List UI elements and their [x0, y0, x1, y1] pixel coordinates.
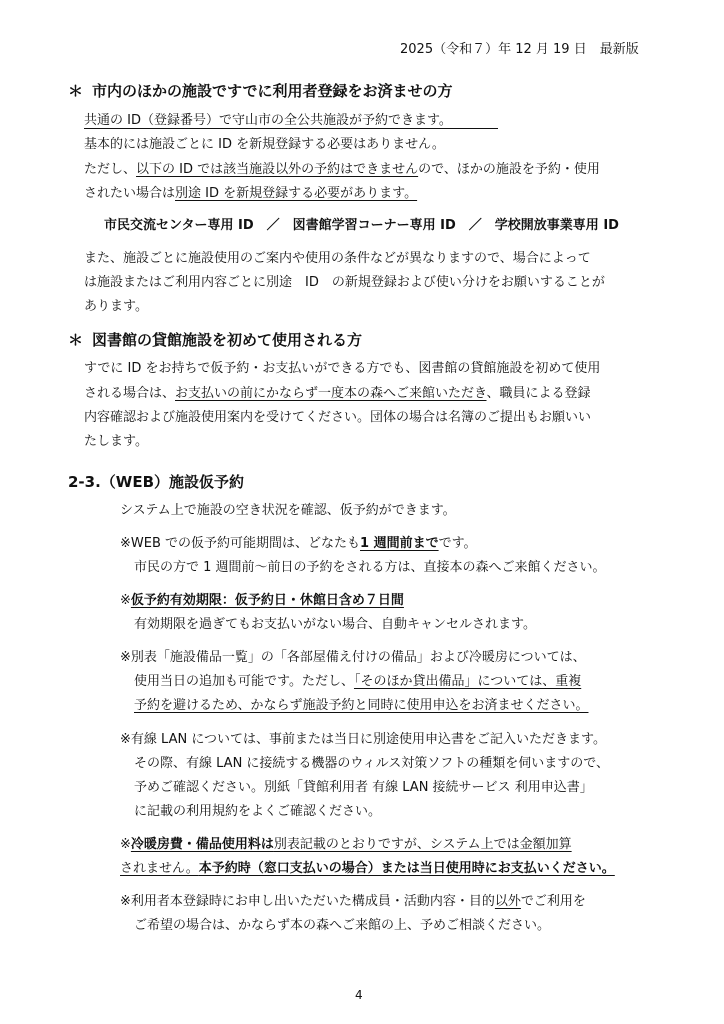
underlined-text: 以下の ID では該当施設以外の予約はできません: [136, 162, 419, 177]
note-line: 使用当日の追加も可能です。ただし、「そのほか貸出備品」については、重複: [134, 674, 582, 689]
revision-date: 2025（令和７）年 12 月 19 日 最新版: [400, 42, 639, 57]
note-line: ※利用者本登録時にお申し出いただいた構成員・活動内容・目的以外でご利用を: [120, 894, 586, 909]
section-heading-existing-users: [68, 80, 452, 101]
page-number: 4: [355, 988, 363, 1002]
paragraph-line: 共通の ID（登録番号）で守山市の全公共施設が予約できます。: [84, 113, 452, 128]
paragraph-line: されたい場合は別途 ID を新規登録する必要があります。: [84, 186, 418, 201]
note-line: 有効期限を過ぎてもお支払いがない場合、自動キャンセルされます。: [134, 617, 536, 632]
note-line: ※冷暖房費・備品使用料は別表記載のとおりですが、システム上では金額加算: [120, 837, 572, 852]
asterisk-icon: ＊: [68, 82, 84, 100]
emphasis-text: 本予約時（窓口支払いの場合）または当日使用時にお支払いください。: [198, 861, 615, 876]
paragraph-line: 基本的には施設ごとに ID を新規登録する必要はありません。: [84, 137, 445, 152]
section-heading-text: 図書館の貸館施設を初めて使用される方: [92, 331, 363, 349]
paragraph-line: される場合は、お支払いの前にかならず一度本の森へご来館いただき、職員による登録: [84, 386, 591, 401]
note-line: その際、有線 LAN に接続する機器のウィルス対策ソフトの種類を伺いますので、: [134, 756, 609, 771]
note-line: ※仮予約有効期限：仮予約日・休館日含め７日間: [120, 593, 404, 608]
underline-rule: [84, 128, 498, 129]
section-heading-web-reservation: 2-3.（WEB）施設仮予約: [68, 473, 245, 491]
paragraph-line: システム上で施設の空き状況を確認、仮予約ができます。: [120, 503, 456, 518]
emphasis-text: 仮予約有効期限：仮予約日・休館日含め７日間: [130, 593, 404, 608]
dedicated-id-list: 市民交流センター専用 ID ／ 図書館学習コーナー専用 ID ／ 学校開放事業専用 ID: [104, 218, 619, 233]
note-line: 予約を避けるため、かならず施設予約と同時に使用申込をお済ませください。: [134, 698, 589, 713]
section-heading-library-first-use: [68, 329, 362, 350]
paragraph-line: は施設またはご利用内容ごとに別途 ID の新規登録および使い分けをお願いすることが: [84, 275, 605, 290]
underlined-text: 以外: [494, 894, 521, 909]
asterisk-icon: ＊: [68, 331, 84, 349]
paragraph-line: あります。: [84, 299, 148, 314]
paragraph-line: すでに ID をお持ちで仮予約・お支払いができる方でも、図書館の貸館施設を初めて使用: [84, 361, 601, 376]
note-line: 予めご確認ください。別紙「貸館利用者 有線 LAN 接続サービス 利用申込書」: [134, 780, 593, 795]
note-line: されません。本予約時（窓口支払いの場合）または当日使用時にお支払いください。: [120, 861, 615, 876]
underlined-text: 別表記載のとおりですが、システム上では金額加算: [273, 837, 572, 852]
note-line: 市民の方で 1 週間前～前日の予約をされる方は、直接本の森へご来館ください。: [134, 560, 606, 575]
section-heading-text: 市内のほかの施設ですでに利用者登録をお済ませの方: [92, 82, 453, 100]
paragraph-line: また、施設ごとに施設使用のご案内や使用の条件などが異なりますので、場合によって: [84, 251, 591, 266]
emphasis-text: 冷暖房費・備品使用料は: [130, 837, 274, 852]
emphasis-text: 1 週間前まで: [360, 536, 439, 551]
underlined-text: 別途 ID を新規登録する必要があります。: [175, 186, 418, 201]
note-line: に記載の利用規約をよくご確認ください。: [134, 804, 382, 819]
paragraph-line: 内容確認および施設使用案内を受けてください。団体の場合は名簿のご提出もお願いい: [84, 410, 592, 425]
underlined-text: お支払いの前にかならず一度本の森へご来館いただき: [175, 386, 487, 401]
note-line: ※WEB での仮予約可能期間は、どなたも1 週間前までです。: [120, 536, 477, 551]
paragraph-line: たします。: [84, 434, 148, 449]
note-line: ※別表「施設備品一覧」の「各部屋備え付けの備品」および冷暖房については、: [120, 650, 586, 665]
underlined-text: 「そのほか貸出備品」については、重複: [353, 674, 582, 689]
paragraph-line: ただし、以下の ID では該当施設以外の予約はできませんので、ほかの施設を予約・使用: [84, 162, 600, 177]
note-line: ご希望の場合は、かならず本の森へご来館の上、予めご相談ください。: [134, 918, 551, 933]
note-line: ※有線 LAN については、事前または当日に別途使用申込書をご記入いただきます。: [120, 732, 607, 747]
